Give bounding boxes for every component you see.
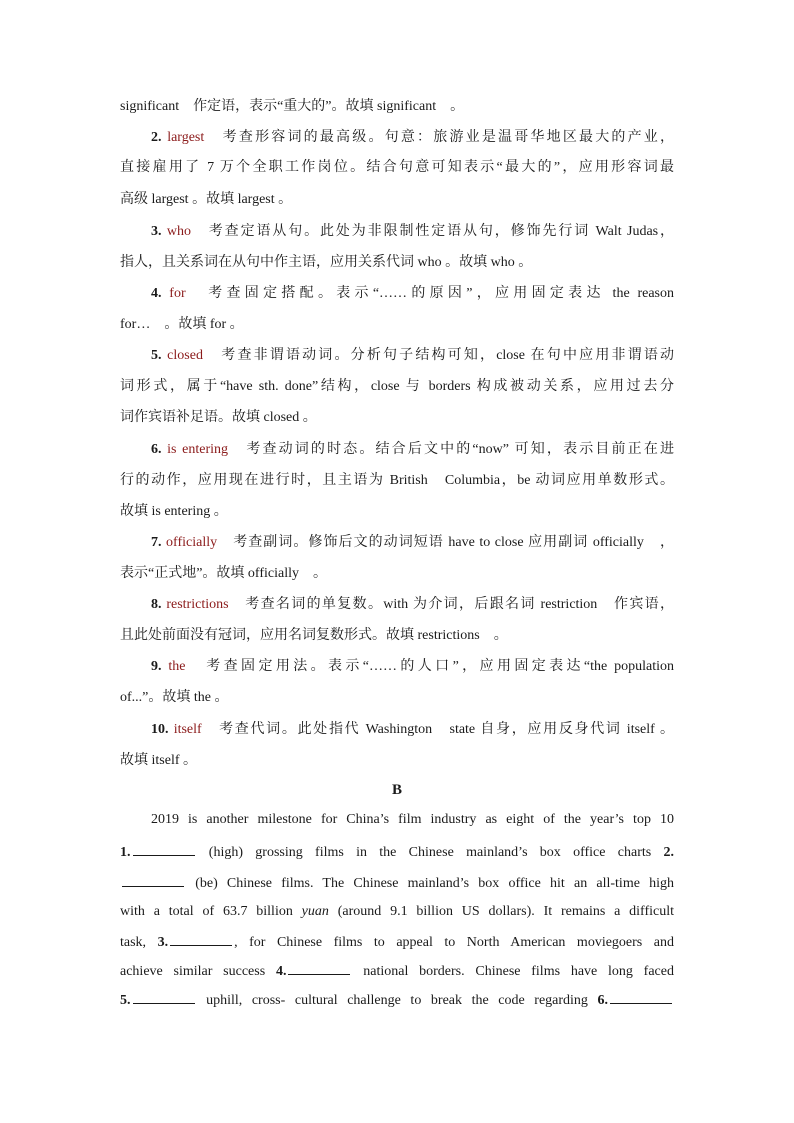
passage-line: 2019 is another milestone for China’s film industry as eight of the year’s top 10 — [151, 812, 674, 827]
blank-1[interactable] — [133, 841, 195, 856]
answer-item-5: 5. closed 考查非谓语动词。分析句子结构可知，close 在句中应用非谓语动 — [151, 348, 674, 363]
answer-line: 高级 largest 。故填 largest 。 — [120, 192, 293, 207]
answer-line: 行的动作，应用现在进行时，且主语为 British Columbia，be 动词应用单数形式。 — [120, 473, 674, 488]
answer-line: 词形式，属于“have sth. done”结构，close 与 borders 构成被动关系，应用过去分 — [120, 379, 674, 394]
answer-line: 表示“正式地”。故填 officially 。 — [120, 566, 327, 581]
section-heading: B — [391, 782, 402, 798]
answer-item-9: 9. the 考查固定用法。表示“……的人口”，应用固定表达“the population — [151, 659, 674, 674]
answer-line: 故填 itself 。 — [120, 753, 197, 768]
answer-item-6: 6. is entering 考查动词的时态。结合后文中的“now” 可知，表示目前正在进 — [151, 442, 674, 457]
answer-word: for — [169, 286, 186, 301]
answer-line: significant 作定语，表示“重大的”。故填 significant 。 — [120, 99, 465, 114]
answer-item-10: 10. itself 考查代词。此处指代 Washington state 自身，应用反身代词 itself 。 — [151, 722, 675, 737]
answer-word: the — [168, 659, 186, 674]
answer-word: largest — [167, 130, 205, 145]
passage-line: 5. uphill, cross- cultural challenge to break the code regarding 6. — [120, 989, 674, 1011]
answer-line: 词作宾语补足语。故填 closed 。 — [120, 410, 317, 425]
answer-word: restrictions — [166, 597, 229, 612]
blank-2[interactable] — [122, 872, 184, 887]
passage-line: task, 3. , for Chinese films to appeal to North American moviegoers and — [120, 931, 674, 953]
passage-line: achieve similar success 4. national borders. Chinese films have long faced — [120, 960, 674, 982]
blank-5[interactable] — [133, 989, 195, 1004]
answer-word: closed — [167, 348, 203, 363]
answer-line: for… 。故填 for 。 — [120, 317, 244, 332]
passage-line: with a total of 63.7 billion yuan (around 9.1 billion US dollars). It remains a difficult — [120, 904, 675, 919]
passage-line: (be) Chinese films. The Chinese mainland’s box office hit an all-time high — [120, 872, 674, 894]
answer-line: of...”。故填 the 。 — [120, 690, 229, 705]
blank-3[interactable] — [170, 931, 232, 946]
answer-line: 且此处前面没有冠词，应用名词复数形式。故填 restrictions 。 — [120, 628, 508, 643]
blank-4[interactable] — [288, 960, 350, 975]
passage-line: 1. (high) grossing films in the Chinese mainland’s box office charts 2. — [120, 841, 674, 863]
answer-line: 直接雇用了 7 万个全职工作岗位。结合句意可知表示“最大的”，应用形容词最 — [120, 160, 674, 175]
answer-item-4: 4. for 考查固定搭配。表示“……的原因”，应用固定表达 the reason — [151, 286, 674, 301]
answer-word: itself — [173, 722, 202, 737]
answer-word: officially — [166, 535, 218, 550]
answer-word: who — [166, 224, 192, 239]
blank-6[interactable] — [610, 989, 672, 1004]
answer-line: 指人，且关系词在从句中作主语，应用关系代词 who 。故填 who 。 — [120, 255, 533, 270]
answer-item-2: 2. largest 考查形容词的最高级。句意：旅游业是温哥华地区最大的产业， — [151, 130, 675, 145]
answer-item-8: 8. restrictions 考查名词的单复数。with 为介词，后跟名词 restriction 作宾语， — [151, 597, 674, 612]
answer-item-3: 3. who 考查定语从句。此处为非限制性定语从句，修饰先行词 Walt Judas， — [151, 224, 674, 239]
answer-line: 故填 is entering 。 — [120, 504, 228, 519]
answer-item-7: 7. officially 考查副词。修饰后文的动词短语 have to close 应用副词 officially ， — [151, 535, 674, 550]
answer-word: is entering — [167, 442, 229, 457]
